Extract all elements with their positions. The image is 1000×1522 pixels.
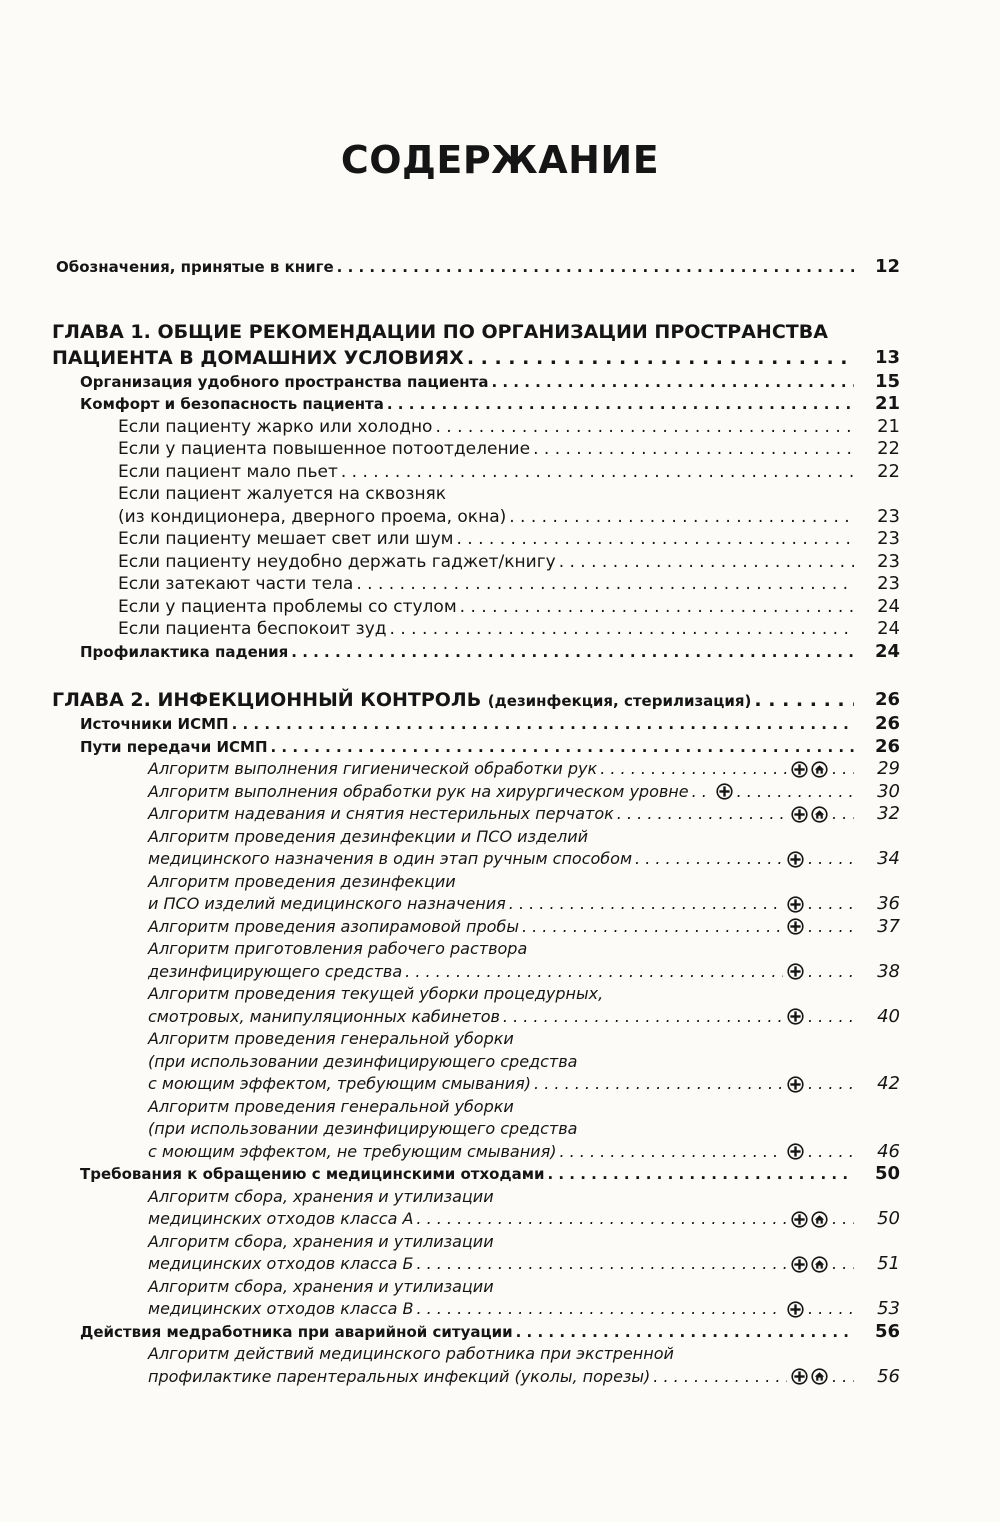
- toc-entry-sub[interactable]: Если пациенту неудобно держать гаджет/книгу . . . 23: [0, 551, 1000, 574]
- hospital-cross-icon: [791, 1256, 808, 1273]
- toc-entry-algorithm[interactable]: Алгоритм действий медицинского работника при экстренной: [148, 1344, 674, 1363]
- page-title: СОДЕРЖАНИЕ: [340, 138, 660, 182]
- toc-entry-algorithm[interactable]: Алгоритм проведения дезинфекции и ПСО изделий: [148, 826, 588, 846]
- leader-dots: [516, 1321, 854, 1344]
- hospital-cross-icon: [716, 783, 733, 800]
- hospital-cross-icon: [791, 1211, 808, 1228]
- toc-entry-sub[interactable]: Если пациенту жарко или холодно . . . 21: [0, 416, 1000, 439]
- table-of-contents: [0, 256, 1000, 1388]
- toc-entry-algorithm[interactable]: Алгоритм проведения дезинфекции: [148, 871, 456, 891]
- toc-entry-chapter-2[interactable]: [0, 687, 1000, 713]
- hospital-cross-icon: [787, 1008, 804, 1025]
- toc-entry-algorithm[interactable]: медицинских отходов класса Б . . . . . . 51: [0, 1253, 1000, 1276]
- toc-entry-ismp-sources[interactable]: Источники ИСМП . . . 26: [0, 713, 1000, 736]
- hospital-cross-icon: [787, 963, 804, 980]
- hospital-cross-icon: [791, 1368, 808, 1385]
- entry-title: Обозначения, принятые в книге: [56, 258, 334, 276]
- toc-entry-sub[interactable]: Если у пациента проблемы со стулом . . . 24: [0, 596, 1000, 619]
- toc-entry-organization[interactable]: Организация удобного пространства пациента . . . 15: [0, 371, 1000, 394]
- toc-entry-sub[interactable]: Если пациента беспокоит зуд . . . 24: [0, 618, 1000, 641]
- leader-dots: [232, 713, 854, 736]
- leader-dots: [271, 736, 854, 759]
- toc-entry-emergency[interactable]: Действия медработника при аварийной ситуации . . . 56: [0, 1321, 1000, 1344]
- toc-entry-algorithm[interactable]: Алгоритм проведения азопирамовой пробы . . . . . . 37: [0, 916, 1000, 939]
- toc-entry-algorithm[interactable]: дезинфицирующего средства . . . . . . 38: [0, 961, 1000, 984]
- toc-entry-algorithm[interactable]: (при использовании дезинфицирующего средства: [148, 1051, 578, 1071]
- toc-entry-algorithm[interactable]: медицинских отходов класса В . . . . . . 53: [0, 1298, 1000, 1321]
- toc-entry-ismp-transmission[interactable]: Пути передачи ИСМП . . . 26: [0, 736, 1000, 759]
- toc-entry-algorithm[interactable]: с моющим эффектом, не требующим смывания) . . . . . . 46: [0, 1141, 1000, 1164]
- toc-entry-algorithm[interactable]: медицинского назначения в один этап ручным способом . . . . . . 34: [0, 848, 1000, 871]
- hospital-cross-icon: [787, 1301, 804, 1318]
- entry-page: 13: [874, 346, 900, 368]
- leader-dots: [387, 393, 854, 416]
- hospital-cross-icon: [791, 761, 808, 778]
- toc-entry-algorithm[interactable]: Алгоритм выполнения обработки рук на хирургическом уровне . . . . . . 30: [0, 781, 1000, 804]
- hospital-cross-icon: [787, 896, 804, 913]
- leader-dots: [337, 256, 854, 279]
- entry-page: 12: [874, 256, 900, 277]
- toc-entry-algorithm[interactable]: смотровых, манипуляционных кабинетов . . . . . . 40: [0, 1006, 1000, 1029]
- toc-entry-algorithm[interactable]: Алгоритм приготовления рабочего раствора: [148, 939, 528, 958]
- leader-dots: [754, 687, 854, 713]
- toc-entry-intro[interactable]: [0, 256, 1000, 279]
- toc-entry-algorithm[interactable]: с моющим эффектом, требующим смывания) . . . . . . 42: [0, 1073, 1000, 1096]
- hospital-cross-icon: [787, 1076, 804, 1093]
- toc-entry-sub[interactable]: Если пациент мало пьет . . . 22: [0, 461, 1000, 484]
- toc-entry-algorithm[interactable]: Алгоритм надевания и снятия нестерильных перчаток . . . . . . 32: [0, 803, 1000, 826]
- hospital-cross-icon: [787, 1143, 804, 1160]
- hospital-cross-icon: [791, 806, 808, 823]
- toc-entry-sub[interactable]: Если пациент жалуется на сквозняк: [118, 484, 447, 504]
- toc-entry-algorithm[interactable]: Алгоритм сбора, хранения и утилизации: [148, 1276, 494, 1296]
- home-icon: [811, 806, 828, 823]
- leader-dots: [467, 345, 854, 371]
- toc-entry-algorithm[interactable]: (при использовании дезинфицирующего средства: [148, 1119, 578, 1138]
- home-icon: [811, 761, 828, 778]
- toc-entry-fall-prevention[interactable]: Профилактика падения . . . 24: [0, 641, 1000, 664]
- hospital-cross-icon: [787, 918, 804, 935]
- leader-dots: [291, 641, 854, 664]
- toc-entry-sub[interactable]: (из кондиционера, дверного проема, окна) . . . 23: [0, 506, 1000, 529]
- toc-entry-algorithm[interactable]: Алгоритм проведения генеральной уборки: [148, 1029, 514, 1048]
- toc-entry-algorithm[interactable]: Алгоритм сбора, хранения и утилизации: [148, 1231, 494, 1251]
- entry-page: 26: [874, 689, 900, 710]
- home-icon: [811, 1211, 828, 1228]
- toc-entry-comfort[interactable]: Комфорт и безопасность пациента . . . 21: [0, 393, 1000, 416]
- entry-title: ПАЦИЕНТА В ДОМАШНИХ УСЛОВИЯХ: [52, 346, 464, 369]
- entry-title: ГЛАВА 2. ИНФЕКЦИОННЫЙ КОНТРОЛЬ (дезинфекция, стерилизация): [52, 689, 752, 711]
- home-icon: [811, 1368, 828, 1385]
- toc-entry-sub[interactable]: Если затекают части тела . . . 23: [0, 573, 1000, 596]
- toc-entry-sub[interactable]: Если пациенту мешает свет или шум . . . 23: [0, 528, 1000, 551]
- toc-entry-algorithm[interactable]: Алгоритм выполнения гигиенической обработки рук . . . . . . 29: [0, 758, 1000, 781]
- hospital-cross-icon: [787, 851, 804, 868]
- home-icon: [811, 1256, 828, 1273]
- toc-entry-algorithm[interactable]: и ПСО изделий медицинского назначения . . . . . . 36: [0, 893, 1000, 916]
- toc-entry-algorithm[interactable]: профилактике парентеральных инфекций (уколы, порезы) . . . . . . 56: [0, 1366, 1000, 1389]
- toc-entry-algorithm[interactable]: медицинских отходов класса А . . . . . . 50: [0, 1208, 1000, 1231]
- leader-dots: [491, 371, 854, 394]
- toc-entry-sub[interactable]: Если у пациента повышенное потоотделение . . . 22: [0, 438, 1000, 461]
- toc-entry-algorithm[interactable]: Алгоритм сбора, хранения и утилизации: [148, 1186, 494, 1206]
- toc-entry-chapter-1[interactable]: [0, 345, 1000, 371]
- toc-entry-algorithm[interactable]: Алгоритм проведения генеральной уборки: [148, 1096, 514, 1116]
- toc-entry-algorithm[interactable]: Алгоритм проведения текущей уборки процедурных,: [148, 984, 604, 1003]
- chapter-1-title-line1[interactable]: ГЛАВА 1. ОБЩИЕ РЕКОМЕНДАЦИИ ПО ОРГАНИЗАЦИИ ПРОСТРАНСТВА: [52, 320, 828, 343]
- leader-dots: [547, 1163, 854, 1186]
- toc-entry-medical-waste[interactable]: Требования к обращению с медицинскими отходами . . . 50: [0, 1163, 1000, 1186]
